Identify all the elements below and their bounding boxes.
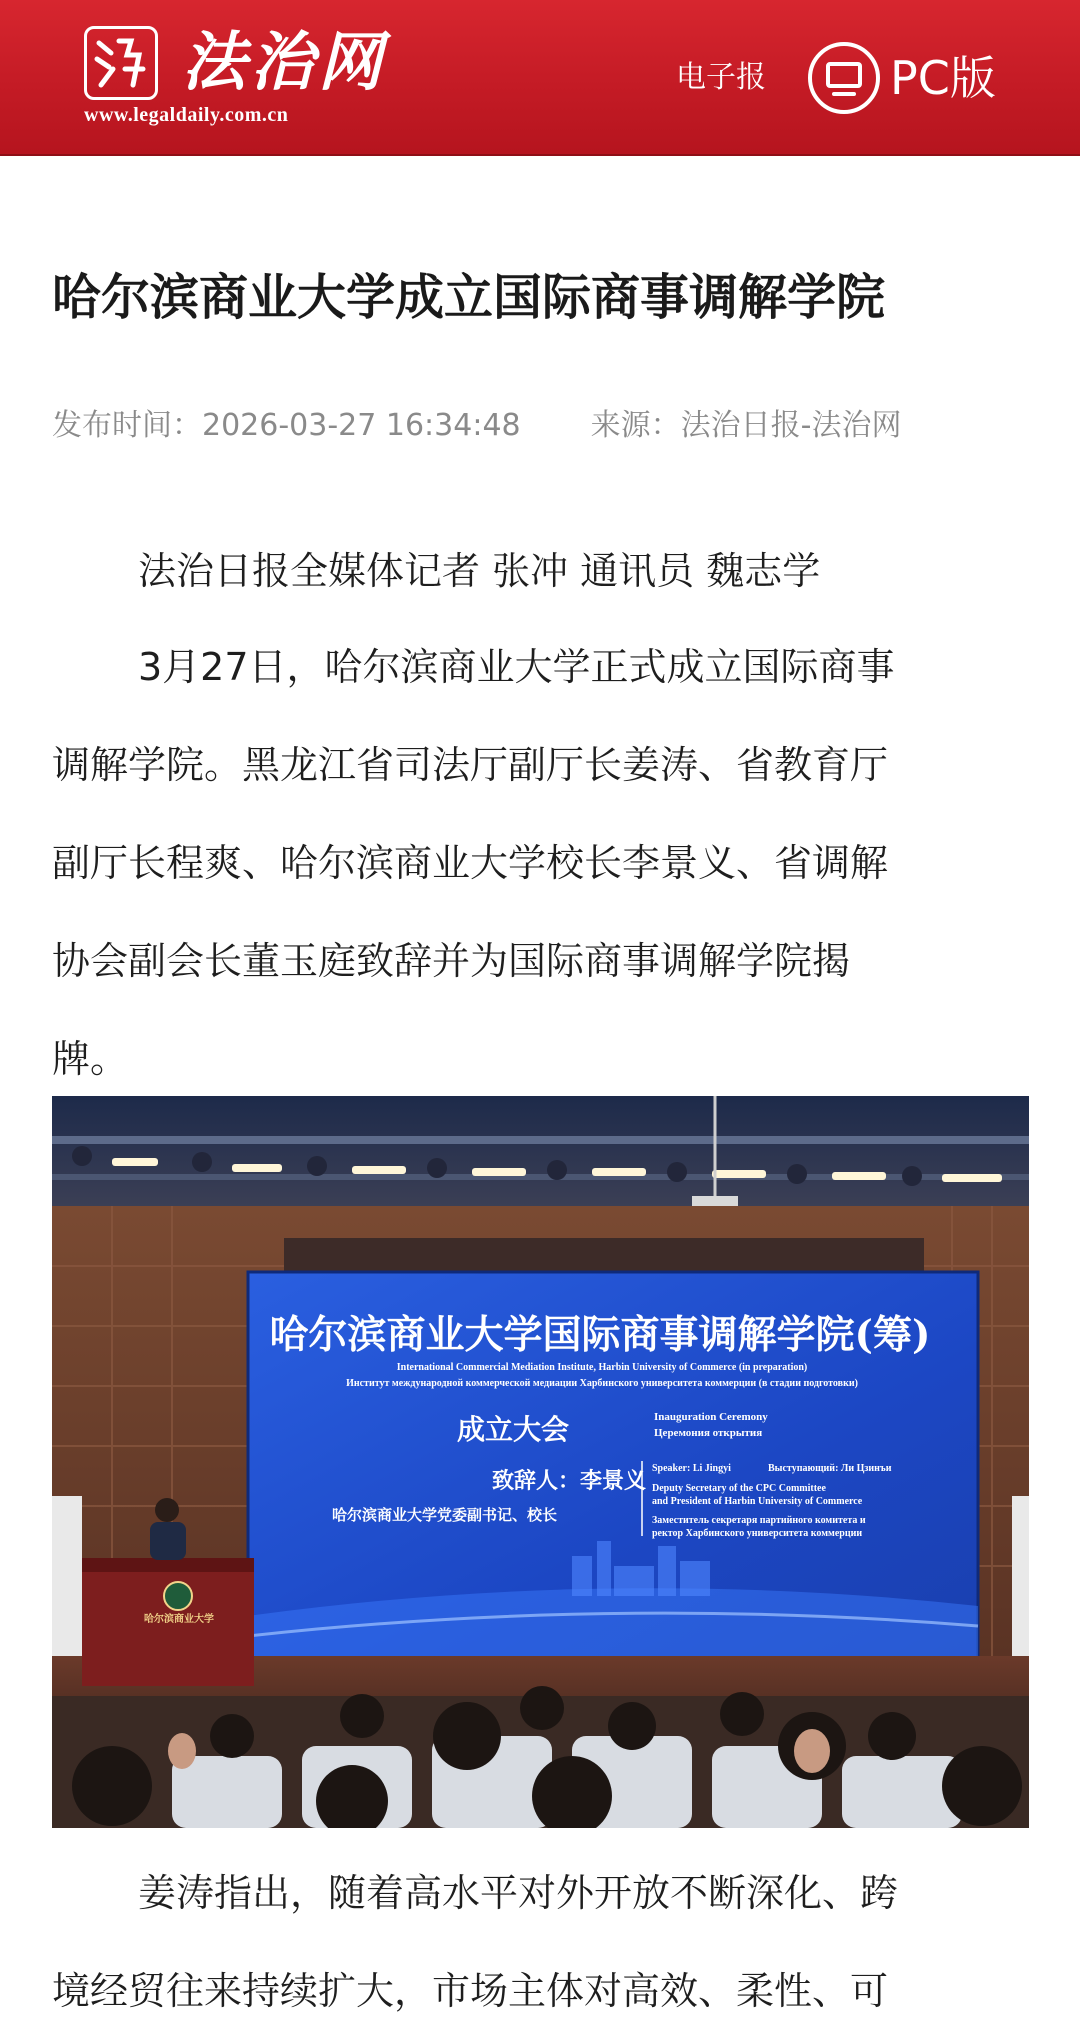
paragraph-line: 3月27日，哈尔滨商业大学正式成立国际商事	[138, 645, 895, 689]
article-byline: 法治日报全媒体记者 张冲 通讯员 魏志学	[138, 549, 821, 593]
screen-speaker-ru: Выступающий: Ли Цзинъи	[768, 1463, 892, 1474]
source-name: 法治日报-法治网	[680, 408, 902, 443]
publish-time-label: 发布时间：	[52, 408, 202, 443]
logo-seal-icon	[84, 26, 158, 100]
screen-speaker-en: Speaker: Li Jingyi	[652, 1463, 731, 1474]
screen-subtitle-en: International Commercial Mediation Institute, Harbin University of Commerce (in preparation)	[396, 1362, 808, 1373]
article-paragraph	[52, 618, 1028, 1108]
site-logo[interactable]	[84, 22, 386, 132]
screen-speaker-role-en: Deputy Secretary of the CPC Committee	[652, 1483, 826, 1494]
screen-ceremony-ru: Церемония открытия	[654, 1427, 763, 1439]
paragraph-line: 境经贸往来持续扩大，市场主体对高效、柔性、可	[52, 1969, 889, 2013]
logo-url: www.legaldaily.com.cn	[84, 104, 289, 126]
epaper-link[interactable]: 电子报	[676, 60, 766, 95]
pc-version-button[interactable]	[806, 40, 1006, 116]
monitor-icon	[806, 40, 882, 116]
podium-label: 哈尔滨商业大学	[144, 1614, 214, 1625]
paragraph-line: 调解学院。黑龙江省司法厅副厅长姜涛、省教育厅	[52, 743, 889, 787]
publish-time: 2026-03-27 16:34:48	[202, 408, 521, 443]
article-title: 哈尔滨商业大学成立国际商事调解学院	[52, 269, 886, 326]
screen-subtitle-ru: Институт международной коммерческой медиации Харбинского университета коммерции (в стадии подготовки)	[346, 1378, 858, 1389]
screen-speaker-role-cn: 哈尔滨商业大学党委副书记、校长	[332, 1506, 558, 1524]
logo-name: 法治网	[182, 25, 386, 100]
article-photo	[52, 1096, 1029, 1828]
screen-speaker-role-en: and President of Harbin University of Commerce	[652, 1496, 863, 1507]
screen-speaker-role-ru: Заместитель секретаря партийного комитета и	[652, 1515, 866, 1526]
paragraph-line: 协会副会长董玉庭致辞并为国际商事调解学院揭	[52, 939, 851, 983]
article-meta	[52, 404, 901, 448]
paragraph-line: 牌。	[52, 1037, 129, 1081]
screen-speaker-cn: 致辞人：李景义	[492, 1468, 647, 1494]
screen-ceremony-en: Inauguration Ceremony	[654, 1411, 768, 1423]
screen-ceremony-cn: 成立大会	[457, 1413, 570, 1446]
paragraph-line: 副厅长程爽、哈尔滨商业大学校长李景义、省调解	[52, 841, 889, 885]
paragraph-line: 姜涛指出，随着高水平对外开放不断深化、跨	[138, 1871, 899, 1915]
top-nav-bar	[0, 0, 1080, 156]
article-paragraph	[52, 1844, 1028, 2040]
source-label: 来源：	[590, 408, 681, 443]
screen-speaker-role-ru: ректор Харбинского университета коммерции	[652, 1528, 863, 1539]
screen-title: 哈尔滨商业大学国际商事调解学院(筹)	[269, 1312, 931, 1358]
pc-version-label: PC版	[890, 51, 996, 105]
